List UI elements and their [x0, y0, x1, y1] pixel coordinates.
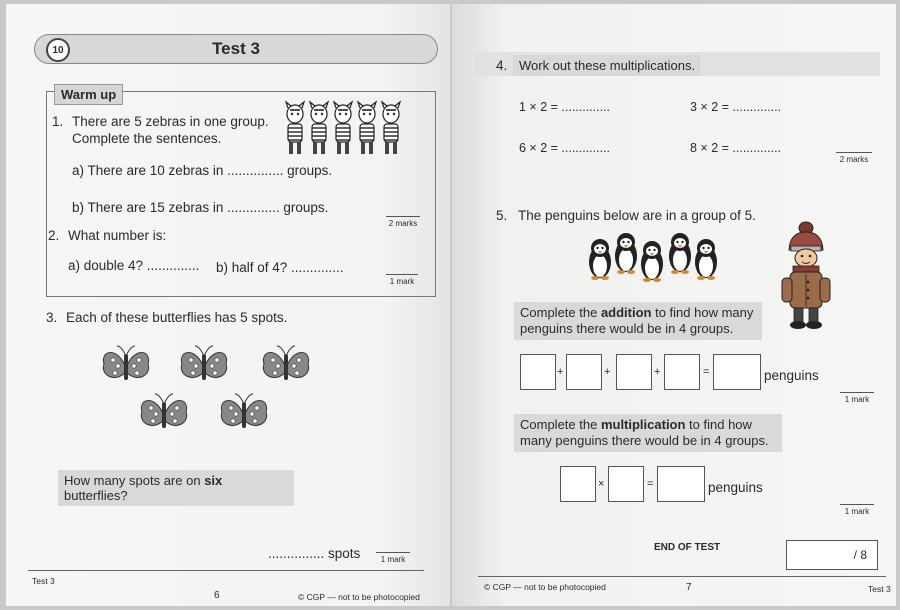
footer-test-label: Test 3 — [32, 576, 55, 586]
q4-number: 4. — [496, 58, 508, 73]
penguins-label-2: penguins — [708, 480, 763, 495]
butterfly-icon — [141, 394, 186, 428]
q1-line2: Complete the sentences. — [72, 131, 222, 146]
q5-mult-bold: multiplication — [600, 417, 686, 432]
page-number-left: 6 — [214, 590, 220, 601]
plus-sign-3: + — [654, 366, 661, 378]
q1b-sentence[interactable]: b) There are 15 zebras in .............. groups. — [72, 200, 329, 215]
q5-mult-line2: many penguins there would be in 4 groups. — [520, 433, 769, 448]
q3-number: 3. — [46, 310, 58, 325]
right-page — [452, 4, 896, 606]
zebra-group — [286, 102, 400, 154]
butterfly-icon — [181, 346, 226, 380]
q5-marks-a: 1 mark — [840, 392, 874, 404]
penguin-icon — [641, 241, 663, 282]
q3-answer[interactable]: ............... spots — [268, 546, 361, 561]
addition-box-1[interactable] — [520, 354, 556, 390]
zebra-icon — [310, 102, 328, 154]
q5-mult-post: to find how — [685, 417, 752, 432]
q4-item-2[interactable]: 3 × 2 = .............. — [690, 100, 782, 114]
q5-addition-instructions — [514, 302, 762, 340]
addition-box-3[interactable] — [616, 354, 652, 390]
multiplication-total-box[interactable] — [657, 466, 705, 502]
zebra-icon — [334, 102, 352, 154]
page-number-right: 7 — [686, 582, 692, 593]
footer-divider — [28, 570, 424, 571]
q3-marks: 1 mark — [376, 552, 410, 564]
addition-box-4[interactable] — [664, 354, 700, 390]
q2-text: What number is: — [68, 228, 167, 243]
q5-addition-post: to find how many — [651, 305, 754, 320]
q4-item-4[interactable]: 8 × 2 = .............. — [690, 141, 782, 155]
q1-marks: 2 marks — [386, 216, 420, 228]
left-page — [6, 4, 450, 606]
plus-sign-1: + — [557, 366, 564, 378]
warm-up-label: Warm up — [54, 84, 123, 105]
q4-marks: 2 marks — [836, 152, 872, 164]
q3-question — [58, 470, 294, 506]
timer-icon — [46, 38, 70, 62]
copyright-left: © CGP — not to be photocopied — [298, 592, 420, 602]
zebra-icon — [286, 102, 304, 154]
addition-total-box[interactable] — [713, 354, 761, 390]
zebra-icon — [382, 102, 400, 154]
q5-number: 5. — [496, 208, 508, 223]
q1-line1: There are 5 zebras in one group. — [72, 114, 269, 129]
q5-marks-b: 1 mark — [840, 504, 874, 516]
penguin-icon — [589, 239, 611, 280]
penguin-icon — [695, 239, 717, 280]
addition-box-2[interactable] — [566, 354, 602, 390]
butterfly-icon — [221, 394, 266, 428]
q5-addition-bold: addition — [600, 305, 652, 320]
q5-addition-line2: penguins there would be in 4 groups. — [520, 321, 734, 336]
q5-mult-pre: Complete the — [520, 417, 601, 432]
q4-item-3[interactable]: 6 × 2 = .............. — [519, 141, 611, 155]
equals-sign-2: = — [647, 478, 654, 490]
butterfly-icon — [103, 346, 148, 380]
butterfly-icon — [263, 346, 308, 380]
q3-question-bold: six — [204, 473, 223, 488]
penguins-label-1: penguins — [764, 368, 819, 383]
q2-marks: 1 mark — [386, 274, 418, 286]
q2-number: 2. — [48, 228, 60, 243]
penguin-icon — [615, 233, 637, 274]
times-sign: × — [598, 478, 605, 490]
q1-number: 1. — [52, 114, 64, 129]
end-of-test: END OF TEST — [654, 542, 721, 553]
q3-text: Each of these butterflies has 5 spots. — [66, 310, 288, 325]
footer-divider-right — [478, 576, 886, 577]
child-winter-illustration — [778, 218, 834, 330]
footer-test-label-right: Test 3 — [868, 584, 891, 594]
butterflies-illustration — [102, 342, 332, 446]
test-title-bar — [34, 34, 438, 64]
copyright-right: © CGP — not to be photocopied — [484, 582, 606, 592]
penguin-icon — [669, 233, 691, 274]
q5-text: The penguins below are in a group of 5. — [518, 208, 756, 223]
q5-addition-pre: Complete the — [520, 305, 601, 320]
q3-question-pre: How many spots are on — [64, 473, 205, 488]
plus-sign-2: + — [604, 366, 611, 378]
q4-text: Work out these multiplications. — [513, 55, 701, 76]
q2b[interactable]: b) half of 4? .............. — [216, 260, 344, 275]
penguins-illustration — [586, 230, 726, 288]
score-box — [786, 540, 878, 570]
q4-item-1[interactable]: 1 × 2 = .............. — [519, 100, 611, 114]
q2a[interactable]: a) double 4? .............. — [68, 258, 200, 273]
q3-question-post: butterflies? — [64, 488, 128, 503]
timer-minutes: 10 — [52, 44, 64, 56]
q1a-sentence[interactable]: a) There are 10 zebras in ............... groups. — [72, 163, 333, 178]
multiplication-box-2[interactable] — [608, 466, 644, 502]
score-total: / 8 — [853, 548, 867, 562]
q5-multiplication-instructions — [514, 414, 782, 452]
equals-sign-1: = — [703, 366, 710, 378]
multiplication-box-1[interactable] — [560, 466, 596, 502]
zebras-illustration — [284, 100, 408, 158]
zebra-icon — [358, 102, 376, 154]
test-title: Test 3 — [212, 39, 260, 58]
